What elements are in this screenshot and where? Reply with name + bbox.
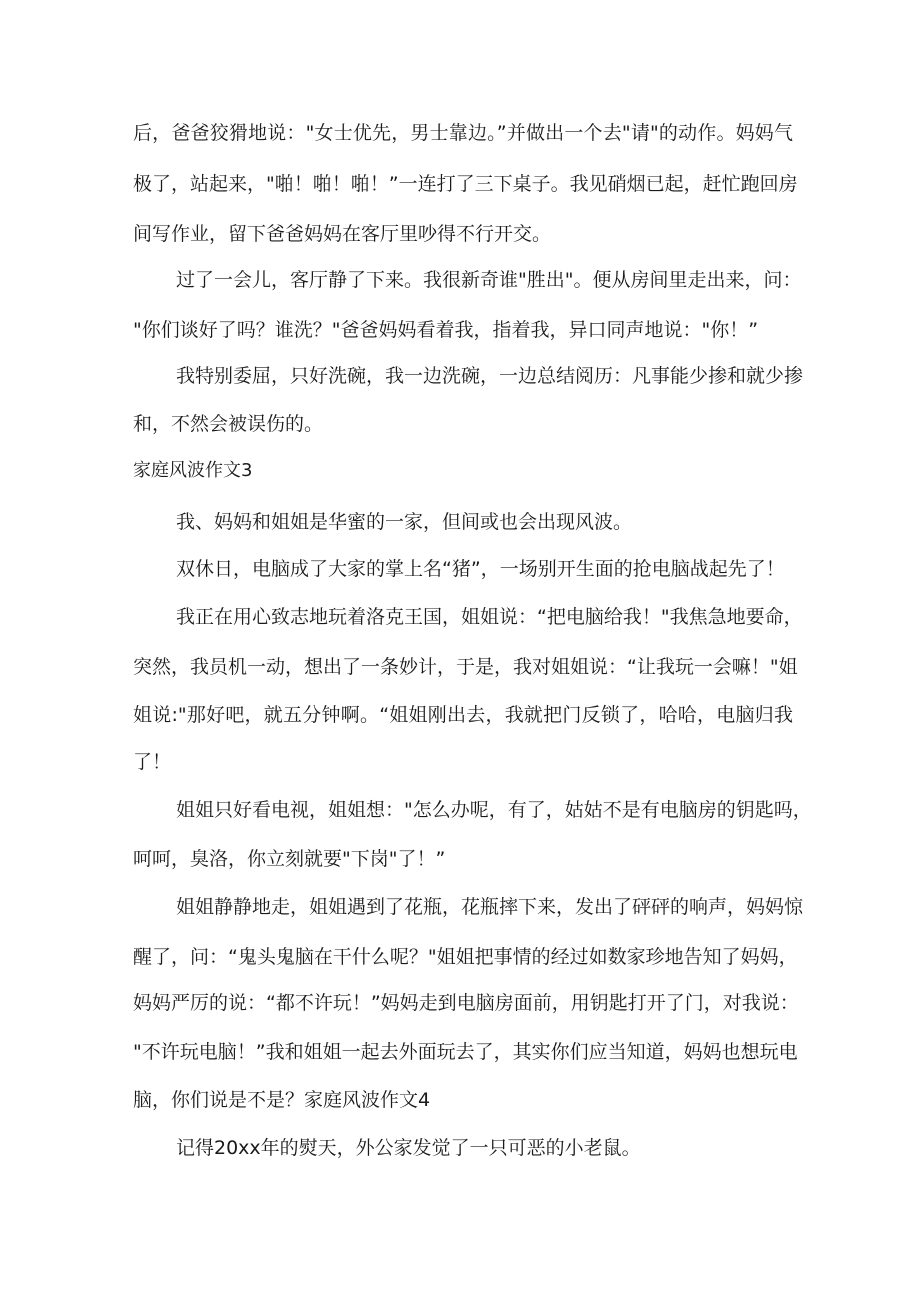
paragraph-line: 呵呵，臭洛，你立刻就要"下岗"了！”: [133, 848, 446, 870]
paragraph-line: 过了一会儿，客厅静了下来。我很新奇谁"胜出"。便从房间里走出来，问：: [176, 269, 802, 291]
paragraph-line: 间写作业，留下爸爸妈妈在客厅里吵得不行开交。: [133, 223, 552, 245]
paragraph-line: 双休日，电脑成了大家的掌上名“猪”，一场别开生面的抢电脑战起先了！: [176, 558, 785, 580]
paragraph-line: 和，不然会被误伤的。: [133, 413, 324, 435]
paragraph-line: 姐说:"那好吧，就五分钟啊。“姐姐刚出去，我就把门反锁了，哈哈，电脑归我: [133, 704, 793, 726]
section-heading: 家庭风波作文3: [133, 460, 253, 481]
paragraph-line: 突然，我员机一动，想出了一条妙计，于是，我对姐姐说：“让我玩一会嘛！"姐: [133, 656, 798, 678]
paragraph-line: 我、妈妈和姐姐是华蜜的一家，但间或也会出现风波。: [176, 511, 633, 533]
paragraph-line: 记得20xx年的熨天，外公家发觉了一只可恶的小老鼠。: [176, 1137, 641, 1159]
paragraph-line: 我特别委屈，只好洗碗，我一边洗碗，一边总结阅历：凡事能少掺和就少掺: [176, 365, 804, 387]
paragraph-line: "不许玩电脑！”我和姐姐一起去外面玩去了，其实你们应当知道，妈妈也想玩电: [133, 1041, 798, 1063]
paragraph-line: 后，爸爸狡猾地说："女士优先，男士靠边。”并做出一个去"请"的动作。妈妈气: [133, 122, 793, 144]
paragraph-line: "你们谈好了吗？谁洗？"爸爸妈妈看着我，指着我，异口同声地说："你！”: [133, 319, 759, 341]
paragraph-line: 极了，站起来，"啪！啪！啪！”一连打了三下桌子。我见硝烟已起，赶忙跑回房: [133, 173, 798, 195]
paragraph-line: 我正在用心致志地玩着洛克王国，姐姐说：“把电脑给我！"我焦急地要命，: [176, 606, 803, 628]
paragraph-line: 姐姐静静地走，姐姐遇到了花瓶，花瓶摔下来，发出了砰砰的响声，妈妈惊: [176, 896, 804, 918]
paragraph-line: 醒了，问：“鬼头鬼脑在干什么呢？"姐姐把事情的经过如数家珍地告知了妈妈，: [133, 946, 798, 968]
paragraph-line: 脑，你们说是不是？家庭风波作文4: [133, 1089, 431, 1111]
paragraph-line: 妈妈严厉的说：“都不许玩！”妈妈走到电脑房面前，用钥匙打开了门，对我说：: [133, 992, 799, 1014]
paragraph-line: 姐姐只好看电视，姐姐想："怎么办呢，有了，姑姑不是有电脑房的钥匙吗，: [176, 799, 812, 821]
paragraph-line: 了！: [133, 751, 172, 773]
